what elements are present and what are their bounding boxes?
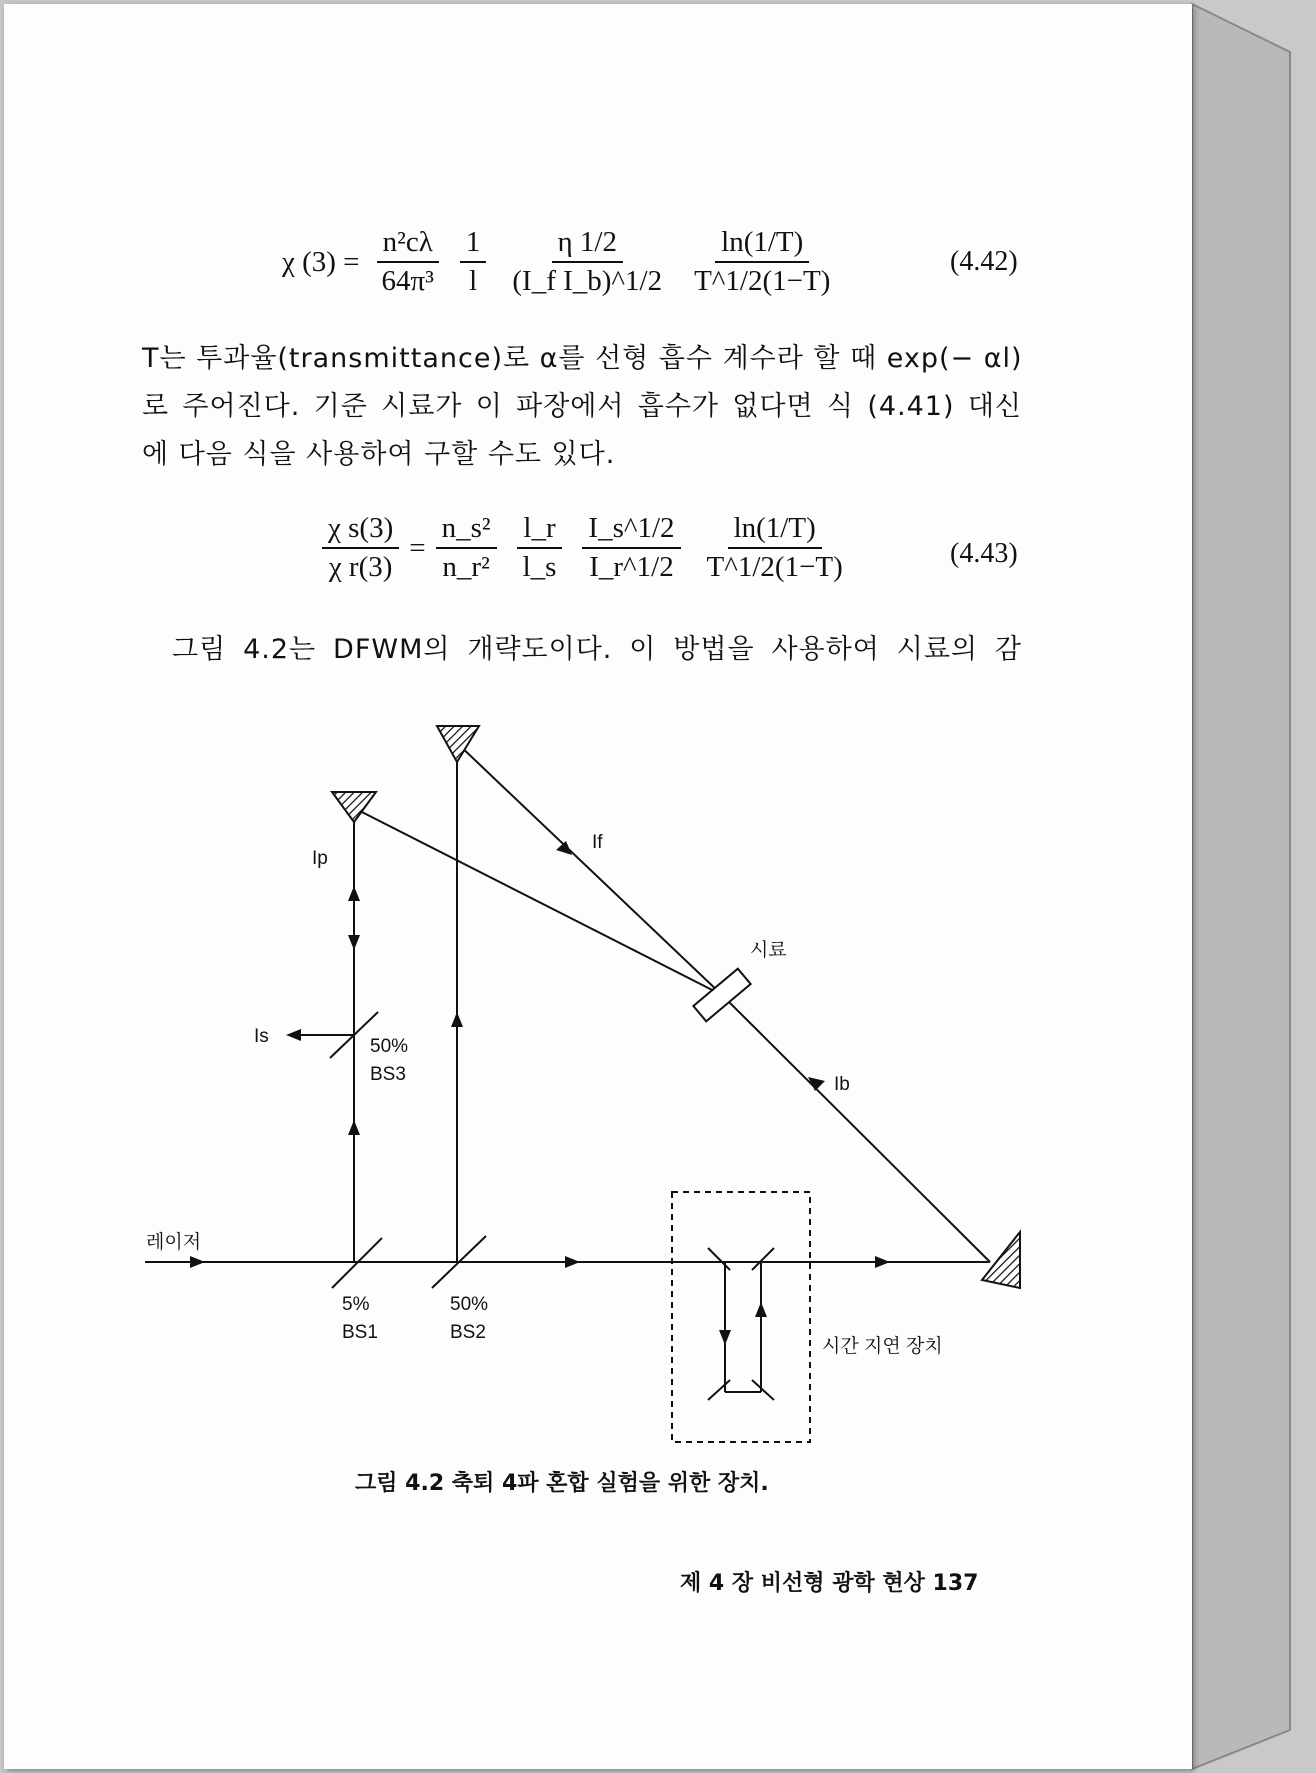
arrow-laser-in: [190, 1256, 205, 1268]
arrow-pump-up: [451, 1012, 463, 1027]
eq442-f2-den: l: [469, 265, 478, 297]
paragraph1-line1: T는 투과율(transmittance)로 α를 선형 흡수 계수라 할 때 exp(− αl): [142, 343, 1023, 374]
eq442-f3-num: η 1/2: [552, 226, 623, 263]
eq442-f2-num: 1: [460, 226, 487, 263]
bs3-name: BS3: [370, 1064, 406, 1085]
delay-mirror-bottom-right: [752, 1380, 774, 1400]
eq442-f4-num: ln(1/T): [715, 226, 809, 263]
eq442-number: (4.42): [950, 246, 1018, 277]
mirror-probe: [332, 792, 376, 822]
eq442-f4-den: T^1/2(1−T): [694, 265, 831, 297]
arrow-probe-up-2: [348, 886, 360, 901]
arrow-mid-beam: [565, 1256, 580, 1268]
arrow-out-beam: [875, 1256, 890, 1268]
eq443-f1-num: n_s²: [436, 512, 497, 549]
eq442-f1-den: 64π³: [381, 265, 434, 297]
delay-mirror-bottom-left: [708, 1380, 730, 1400]
arrow-probe-up-1: [348, 1120, 360, 1135]
is-label: Is: [254, 1026, 269, 1047]
bs2-percent: 50%: [450, 1294, 489, 1315]
delay-mirror-out: [752, 1248, 774, 1270]
laser-label: 레이저: [146, 1232, 202, 1253]
arrow-delay-down: [719, 1330, 731, 1345]
arrow-if: [556, 841, 572, 855]
figure-caption: 그림 4.2 축퇴 4파 혼합 실험을 위한 장치.: [355, 1471, 769, 1496]
paragraph1-line3: 에 다음 식을 사용하여 구할 수도 있다.: [142, 439, 616, 470]
ip-label: Ip: [312, 848, 328, 869]
eq442-lhs: χ (3) =: [282, 245, 360, 278]
eq443-f4-num: ln(1/T): [728, 512, 822, 549]
paragraph2-line1: 그림 4.2는 DFWM의 개략도이다. 이 방법을 사용하여 시료의 감: [172, 634, 1022, 665]
arrow-probe-down: [348, 935, 360, 950]
eq443-f2-den: l_s: [522, 551, 557, 583]
arrow-is: [286, 1029, 301, 1041]
arrowheads: [190, 841, 890, 1345]
paragraph1-line2: 로 주어진다. 기준 시료가 이 파장에서 흡수가 없다면 식 (4.41) 대신: [142, 391, 1022, 422]
delay-box: [672, 1192, 810, 1442]
bs3-percent: 50%: [370, 1036, 409, 1057]
delay-label: 시간 지연 장치: [822, 1336, 943, 1357]
eq443-f2-num: l_r: [517, 512, 561, 549]
delay-mirror-in: [708, 1248, 730, 1270]
bs2-name: BS2: [450, 1322, 486, 1343]
eq443-f1-den: n_r²: [442, 551, 490, 583]
ib-label: Ib: [834, 1074, 850, 1095]
eq443-lhs-den: χ r(3): [328, 551, 393, 583]
forward-pump-diagonal: [457, 743, 722, 995]
arrow-delay-up: [755, 1302, 767, 1317]
eq443-f3-den: I_r^1/2: [589, 551, 674, 583]
eq443-equals: =: [409, 531, 426, 564]
sample-label: 시료: [750, 940, 787, 961]
eq442-f1-num: n²cλ: [377, 226, 439, 263]
page-footer: 제 4 장 비선형 광학 현상 137: [680, 1571, 979, 1596]
eq443-lhs-num: χ s(3): [322, 512, 399, 549]
eq443-number: (4.43): [950, 538, 1018, 569]
probe-beam-diagonal: [354, 808, 722, 995]
eq443-f3-num: I_s^1/2: [582, 512, 680, 549]
eq442-f3-den: (I_f I_b)^1/2: [512, 265, 663, 297]
bs1-name: BS1: [342, 1322, 378, 1343]
if-label: If: [592, 832, 603, 853]
bs1-percent: 5%: [342, 1294, 370, 1315]
eq443-f4-den: T^1/2(1−T): [706, 551, 843, 583]
backward-pump-beam: [722, 995, 990, 1262]
